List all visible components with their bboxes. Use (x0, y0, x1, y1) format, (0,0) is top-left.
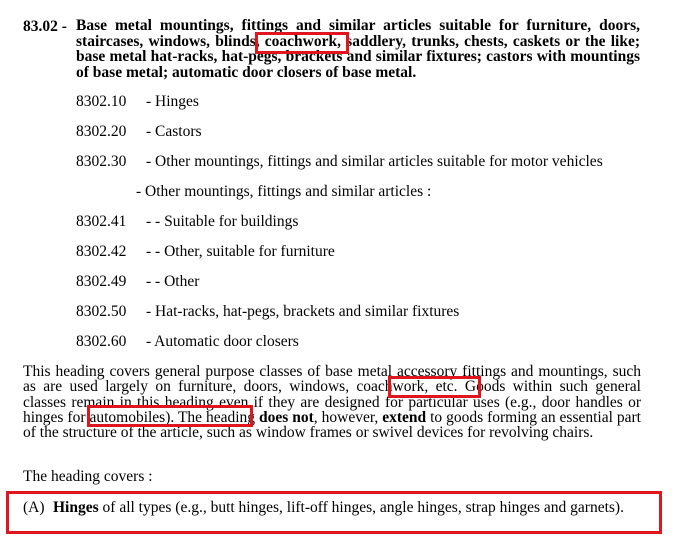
subheading-8302-20 (76, 123, 202, 141)
subheading-8302-30 (76, 153, 603, 171)
subheading-text: - - Other, suitable for furniture (146, 243, 335, 260)
subheading-code: 8302.42 (76, 243, 127, 260)
group-heading: - Other mountings, fittings and similar articles : (136, 183, 432, 200)
heading-title-line3: base metal hat-racks, hat-pegs, brackets and similar fixtures; castors with (76, 48, 567, 65)
subheading-text: - Castors (146, 123, 202, 140)
subheading-8302-41 (76, 213, 298, 231)
subheading-text: - - Suitable for buildings (146, 213, 299, 230)
paragraph-text: to goods forming an essential part of the structure of the article, such as window frames or swivel devices for revolving chairs. (23, 408, 641, 442)
paragraph-text: The heading (174, 408, 260, 426)
paragraph-text: , however, (313, 408, 383, 426)
subheading-text: - Hinges (146, 93, 199, 110)
subheading-code: 8302.49 (76, 273, 127, 290)
heading-highlight-coachwork: coachwork, (264, 32, 341, 50)
subheading-code: 8302.30 (76, 153, 127, 170)
heading-code: 83.02 - (23, 18, 67, 35)
subheading-code: 8302.20 (76, 123, 127, 140)
paragraph-highlight-coachwork: coachwork, (356, 378, 429, 396)
subheading-text: - Automatic door closers (146, 333, 299, 350)
heading-title-line2b: saddlery, trunks, chests, caskets or the like; (341, 32, 640, 50)
paragraph-bold-extend: extend (382, 408, 427, 426)
subheading-8302-42 (76, 243, 335, 261)
item-a-text: of all types (e.g., butt hinges, lift-off hinges, angle hinges, strap hinges and garnets). (98, 499, 624, 516)
covers-intro: The heading covers : (23, 468, 153, 485)
subheading-8302-10 (76, 93, 199, 111)
heading-title (76, 18, 640, 80)
explanatory-paragraph (23, 364, 641, 440)
subheading-text: - Other mountings, fittings and similar articles suitable for motor vehicles (146, 153, 603, 170)
paragraph-text: etc. Goods within such general classes remain in this heading even if they are designed for particular uses (e.g., door handles or (23, 378, 641, 411)
subheading-text: - Hat-racks, hat-pegs, brackets and similar fixtures (146, 303, 460, 320)
subheading-code: 8302.41 (76, 213, 127, 230)
subheading-8302-49 (76, 273, 199, 291)
item-a-bold-hinges: Hinges (53, 499, 99, 516)
heading-title-line2a: staircases, windows, blinds, (76, 32, 265, 50)
subheading-code: 8302.50 (76, 303, 127, 320)
subheading-text: - - Other (146, 273, 200, 290)
paragraph-bold-does-not: does not (259, 408, 314, 426)
item-a (23, 500, 641, 515)
heading-title-line4: mountings of base metal; automatic door closers of base metal. (76, 48, 640, 81)
item-a-label: (A) (23, 499, 45, 516)
subheading-8302-50 (76, 303, 459, 321)
subheading-code: 8302.60 (76, 333, 127, 350)
subheading-8302-60 (76, 333, 299, 351)
paragraph-text: This heading covers general purpose classes of base metal accessory fittings and mountings, such as are used largely on furniture, doors, windows, (23, 363, 641, 396)
heading-title-line1: Base metal mountings, fittings and similar articles suitable for furniture, doors, (76, 17, 640, 34)
paragraph-highlight-hinges: hinges for automobiles). (23, 408, 175, 426)
subheading-code: 8302.10 (76, 93, 127, 110)
